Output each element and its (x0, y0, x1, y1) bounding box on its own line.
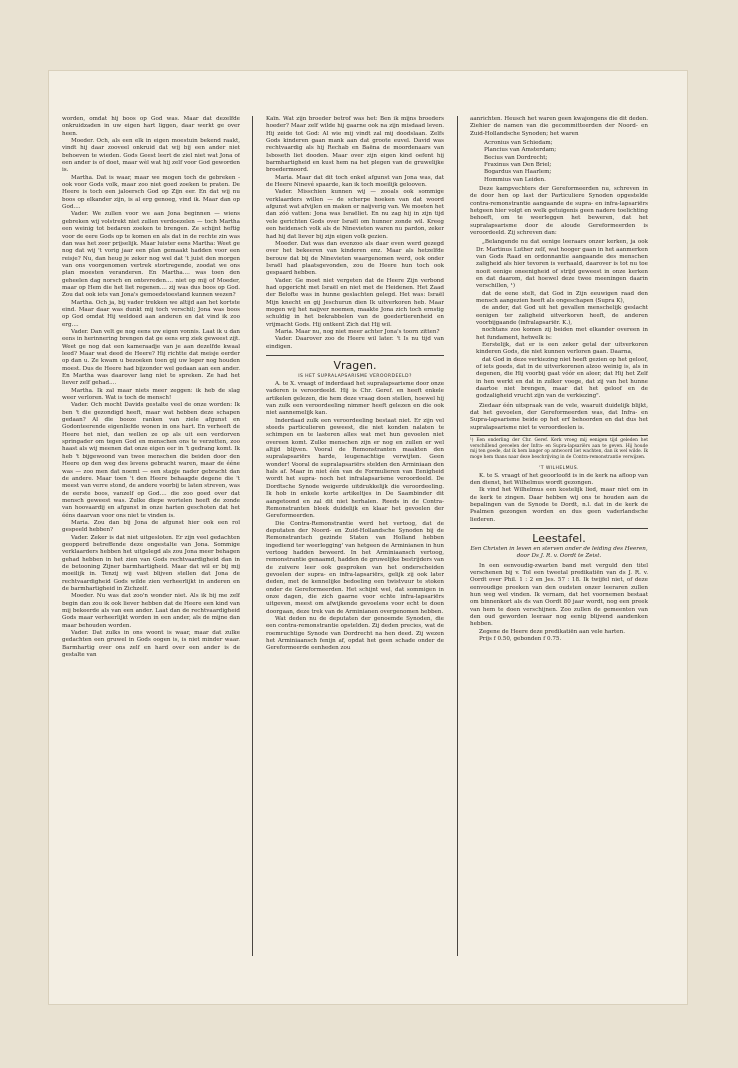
paragraph: Maria. Maar nu, nog niet meer achter Jona's toorn zitten? (275, 328, 440, 335)
paragraph: Wat deden nu de deputaten der genoemde Synoden, die een contra-remonstrantie opstelden. Zij deden precies, wat de roemruchtige Synode van Dordrecht na hen deed. Zij wezen het Arminiaansch fenijn af, opdat het geen schade onder de Gereformeerde eenheden zou (266, 616, 444, 652)
paragraph: Vader. Daarover zoo de Heere wil later. 't Is nu tijd van eindigen. (266, 336, 444, 350)
paragraph: Kaïn. Wat zijn broeder betrof was het: Ben ik mijns broeders hoeder? Maar zelf wilde hij gaarne ook na zijn misdaad leven. Hij zeide tot God: Al wie mij vindt zal mij doodslaan. Zelfs Gods kinderen gaan mank aan dat groote euvel. David was rechtvaardig als hij Rechab en Baëna de moordenaars van Isboseth liet dooden. Maar over zijn eigen kind oefent hij barmhartigheid en kust hem na het plegen van de gruwelijke broedermoord. (266, 116, 444, 174)
paragraph: Moeder. Dat was dan evenzoo als daar even werd gezegd over het bekeeren van kinderen enz. Maar als hetzelfde berouw dat bij de Ninevieten waargenomen werd, ook onder Israël had plaatsgevonden, zou de Heere hun toch ook gespaard hebben. (266, 240, 444, 277)
column-rule (252, 116, 253, 956)
paragraph: A. te X. vraagt of inderdaad het supralapsarisme door onze vaderen is veroordeeld. Hij is Chr. Geref. en heeft enkele artikelen gelezen, die hem deze vraag doen stellen, hoewel hij van zulk een veroordeeling nimmer heeft gelezen en die ook niet aannemelijk kan. (266, 381, 444, 417)
book-byline: Een Christen in leven en sterven onder de leiding des Heeren, door Ds J. R. v. Oordt te Zeist. (470, 545, 648, 560)
quote-paragraph: de ander, dat God uit het gevallen menschelijk geslacht eenigen ter zaligheid uitverkoren heeft, de anderen voorbijgaande (infralapsariër. K.), (476, 305, 648, 326)
paragraph: Vader. Misschien kunnen wij — zooals ook sommige verklaarders willen — de scherpe hoeken van dat woord afgunst wat afvijlen en maken er naijverig van. We moeten het dan zóó vatten: Jona was Israëliet. En nu zag hij in zijn tijd vele gerichten Gods over Israël om hunner zonde wil. Kreeg een heidensch volk als de Ninevieten waren nu pardon, zeker had hij dat liever bij zijn eigen volk gezien. (266, 189, 444, 240)
section-subheading: IS HET SUPRALAPSARISME VEROORDEELD? (298, 374, 412, 379)
footnote: ¹) Een onderling der Chr. Geref. Kerk vroeg mij eenigen tijd geleden het verschillend gevoelen der Infra- en Supra-lapsariërs aan te geven. Hij houde mij ten goede, dat ik hem langer op antwoord liet wachten, dan ik wel wilde. Ik moge hem thans naar deze beschrijving in de Contra-remonstrantie verwijzen. (470, 435, 648, 460)
section-subheading-wilhelmus: 'T WILHELMUS. (539, 465, 579, 471)
name-item: Bogardus van Haarlem; (484, 169, 552, 176)
paragraph: aanrichten. Heusch het waren geen kwajongens die dit deden. Ziehier de namen van die gecommitteerden der Noord- en Zuid-Hollandsche Synoden; het waren (470, 116, 648, 137)
paragraph: Maria. Zou dan bij Jona de afgunst hier ook een rol gespeeld hebben? (62, 519, 240, 534)
name-item: Plancius van Amsterdam; (484, 147, 557, 154)
paragraph: Moeder. Och, als een elk in eigen moestuin bekend raakt, vindt hij daar zooveel onkruid dat wij bij een ander niet behoeven te wieden. Gods Geest leert de ziel niet wat Jona of een ander is of doet, maar wèl wat hij zelf voor God geworden is. (62, 138, 240, 174)
name-item: Hommius van Leiden. (484, 176, 546, 183)
section-heading-leestafel: Leestafel. (470, 528, 648, 545)
name-item: Becius van Dordrecht; (484, 154, 548, 161)
block-quote (476, 239, 648, 401)
paragraph: Vader. Ge moet niet vergeten dat de Heere Zijn verbond had opgericht met Israël en niet met de Heidenen. Het Zaad der Belofte was in hunne geslachten gelegd. Het was: Israël Mijn knecht en gij Jeschurun dien Ik uitverkoren heb. Maar mogen wij het naijver noemen, maakte Jona zich toch ernstig schuldig in het bekrabbelen van de goedertierenheid en vrijmacht Gods. Hij ontkent Zich dat Hij wil. (266, 277, 444, 328)
paragraph: Vader. We zullen voor we aan Jona beginnen — wiens gebreken wij volstrekt niet zullen verdoezelen — toch Martha een weinig tot bedaren zoeken te brengen. Ze schijnt heftig voor de eere Gods op te komen en als dat in de rechte zin was dan was het zeer prijselijk. Maar luister eens Martha: Weet ge nog dat wij 't vorig jaar een plan gemaakt hadden voor een reisje? Nu, dan heug je zeker nog wel dat 't juist den morgen van ons voorgenomen vertrek stortregende, zoodat we ons plan moesten veranderen. En Martha.... was toen den geheelen dag norsch en ontevreden.... niet op mij of Moeder, maar op Hem die het liet regenen.... zij was dus boos op God. Zou dat ook iets van Jona's gemoedstoestand kunnen wezen? (62, 211, 240, 299)
paragraph: In een eenvoudig-zwarten band met verguld den titel verschenen bij v. Tol een tweetal predikatiën van ds J. R. v. Oordt over Phil. 1 : 2 en Jes. 57 : 18. Ik twijfel niet, of deze eenvoudige preeken van den oudsten onzer leeraren zullen hun weg wel vinden. Ik vernam, dat het voornemen bestaat om binnenkort als ds van Oordt 80 jaar wordt, nog een preek van hem te doen verschijnen. Zoo zullen de gemeenten van den oud geworden leeraar nog eenig blijvend aandenken hebben. (470, 562, 648, 628)
paragraph: Inderdaad zulk een veroordeeling bestaat niet. Er zijn vel steeds particulieren geweest, die niet konden nalaten te schimpen en te lasteren alles wat met hun gevoelen niet overeen komt. Zulke menschen zijn er nog en zullen er wel altijd blijven. Vooral de Remonstranten maakten den supralapsariërs harde, leugenachtige verwijten. Geen wonder! Vooral de supralapsariërs stelden den Arminiaan den hals af. Maar in niet één van de Formulieren van Eenigheid wordt het supra- noch het infralapsarisme veroordeeld. De Dordtsche Synode weigerde uitdrukkelijk die veroordeeling. Ik hob in enkele korte artikeltjes in De Saambinder dit aangetoond en zal dit niet herhalen. Reeds in de Contra-Remonstranten bleek duidelijk en klaar het gevoelen der Gereformeerden. (266, 417, 444, 520)
name-item: Acronius van Schiedam; (484, 140, 553, 147)
quote-paragraph: dat de eene stelt, dat God in Zijn eeuwigen raad den mensch aangezien heeft als ongeschapen (Supra K), (476, 290, 648, 304)
column-rule (457, 116, 458, 956)
paragraph: Vader. Dat zulks in ons woont is waar, maar dat zulke gedachten een gruwel in Gods oogen is, is niet minder waar. Barmhartig over ons zelf en hard over een ander is de gestalte van (62, 630, 240, 659)
paragraph: Vader. Zeker is dat niet uitgesloten. Er zijn veel gedachten geopperd betreffende deze ongestalte van Jona. Sommige verklaarders hebben het uitgelegd als zou Jona meer behagen gehad hebben in het zien van Gods rechtvaardigheid dan in de betooning Zijner barmhartigheid. Maar dat wil er bij mij moeilijk in. Tenzij wij vast blijven stellen dat Jona de rechtvaardigheid Gods wilde zien verheerlijkt in anderen en de barmhartigheid in Zichzelf. (62, 534, 240, 592)
section-heading-vragen: Vragen. (266, 355, 444, 372)
paragraph: Zegene de Heere deze predikatiën aan vele harten. (479, 628, 625, 635)
paragraph: Vader. Dan velt ge nog eens uw eigen vonnis. Laat ik u dan eens in herinnering brengen dat ge eens erg ziek geweest zijt. Weet ge nog dat een kameraadje van je aan dezelfde kwaal leed? Maar wat deed de Heere? Hij richtte dat meisje eerder op dan u. Ze kwam u bezoeken toen gij uw leger nog houden moest. Dus de Heere had bijzonder wel gedaan aan een ander. En Martha was daarover lang niet te spreken. Ze had het liever zelf gehad.... (62, 328, 240, 387)
paragraph: Vader. Och mocht Davids gestalte veel de onze worden: Ik ben 't die gezondigd heeft, maar wat hebben deze schapen gedaan? Al die booze ranken van ziele afgunst en Godonteerende eigenliefde wonen in ons hart. En verheeft de Heere het niet, dan wellen ze op als uit een verdorven springader om tegen God en menschen ons te verzetten, zoo haast als wij meenen dat onze eigen eer in 't gedrang komt. Ik heb 't bijgewoond van twee menschen die beiden door den Heere op den weg des levens gebracht waren, maar de ééne was — zoo men dat noemt — een stapje nader gebracht dan de andere. Maar toen 't den Heere behaagde degene die 't meest van verre stond, de andere voorbij te laten streven, was de eerste boos, vanzelf op God.... die zoo goed over dat mensch geweest was. Zulke diepe wortelen heeft de zonde van hoovaardij en afgunst in onze harten geschoten dat het ééns daarvan voor ons niet te vinden is. (62, 402, 240, 519)
quote-paragraph: „Belangende nu dat eenige leeraars onzer kerken, ja ook Dr. Martinus Luther zelf, wat hooger gaan in het aanmerken van Gods Raad en ordonnantie aangaande des menschen zaligheid als hier tevoren is verhaald, daarover is tot nu toe nooit eenige oneenigheid of strijd geweest in onze kerken en dat daarom, dat hoewel deze twee meeningen daarin verschillen, ¹) (476, 239, 648, 290)
column-right (470, 116, 648, 996)
paragraph: Moeder. Nu was dat zoo'n wonder niet. Als ik bij me zelf begin dan zou ik ook liever hebben dat de Heere een kind van mij bekeerde als van een ander. Laat dan de rechtvaardigheid Gods maar verheerlijkt worden in een ander, als de mijne dan maar behouden worden. (62, 593, 240, 629)
paragraph: K. te S. vraagt of het geoorloofd is in de kerk na afloop van den dienst, het Wilhelmus wordt gezongen. (470, 472, 648, 486)
paragraph: Die Contra-Remonstrantie werd het vertoog, dat de deputaten der Noord- en Zuid-Hollandsche Synoden bij de Remonstrantsch gezinde Staten van Holland hebben ingediend ter weerlegging' van hetgeen de Arminianen in hun vertoog hadden beweerd. In het Arminiaansch vertoog, remonstrantie genaamd, hadden de gruwelijke bestrijders van de zuivere leer ook gesproken van het onderscheiden gevoelen der supra- en infra-lapsariërs, gelijk zij ook later deden, met de kennelijke bedoeling een twistvuur te stoken onder de Gereformeerden. Het schijnt wel, dat sommigen in onze dagen, die zich gaarne voor echte infra-lapsariërs uitgeven, meest om afwijkende gevoelens voor echt te doen doorgaan, deze trek van de Arminianen overgenomen hebben. (266, 520, 444, 615)
paragraph: worden, omdat hij boos op God was. Maar dat dezelfde onkruidzaden in uw eigen hart liggen, daar werkt ge over heen. (62, 116, 240, 137)
quote-paragraph: dat God in deze verkiezing niet heeft gezien op het geloof, of iets goeds, dat in de uitverkorenen alzoo weinig is, als in degenen, die Hij voorbij gaat vóór en aleer, dat Hij het Zelf in hen werkt en dat in zulker voege, dat zij van het hunne daartoe niet brengen, maar dat het geloof en de godzaligheid vrucht zijn van de verkiezing". (476, 356, 648, 400)
paragraph: Martha. Och ja, bij vader trekken we altijd aan het kortste eind. Maar daar was dunkt mij toch verschil; Jona was boos op God omdat Hij weldoed aan anderen en dat vind ik zoo erg.... (62, 299, 240, 328)
paragraph: Ik vind het Wilhelmus een kostelijk lied, maar niet om in de kerk te zingen. Daar hebben wij ons te houden aan de bepalingen van de Synode te Dordt, n.l. dat in de kerk de Psalmen gezongen worden en dus geen vaderlandsche liederen. (470, 487, 648, 523)
paragraph: Deze kampvechters der Gereformeerden nu, schreven in de door hen op last der Particuliere Synoden opgestelde contra-remonstrantie aangaande de supra- en infra-lapsariërs hetgeen hier volgt en welk getuigenis geen nadere toelichting behoeft, om te weerleggen het beweren, dat het supralapsarisme door de aloude Gereformeerden is veroordeeld. Zij schreven dan: (470, 185, 648, 236)
paragraph: Martha. Dat is waar, maar we mogen toch de gebreken - ook voor Gods volk, maar zoo niet goed zoeken te praten. De Heere is toch een jaloersch God op Zijn eer. En dat wij nu boos op elkander zijn, is al erg genoeg, vind ik. Maar dan op God.... (62, 174, 240, 211)
newspaper-page (48, 70, 688, 1005)
quote-paragraph: Eerstelijk, dat er is een zeker getal der uitverkoren kinderen Gods, die niet kunnen verloren gaan. Daarna, (476, 342, 648, 356)
paragraph: Prijs f 0.50, gebonden f 0.75. (479, 636, 562, 643)
name-item: Fraxinus van Den Briel; (484, 161, 552, 168)
paragraph: Ziedaar één uitspraak van de vele, waaruit duidelijk blijkt, dat het gevoelen, der Gereformeerden was, dat Infra- en Supra-lapsarisme beide op het erf behoorden en dat dus het supralapsarisme niet te veroordeelen is. (470, 402, 648, 431)
quote-paragraph: nochtans zoo komen zij beiden met elkander overeen in het fundament, hetwelk is: (476, 327, 648, 341)
column-middle (266, 116, 444, 996)
column-left (62, 116, 240, 996)
paragraph: Martha. Ik zal maar niets meer zeggen: ik heb de slag weer verloren. Wat is toch de mensch! (62, 387, 240, 402)
name-list (470, 140, 648, 184)
paragraph: Maria. Maar dat dit toch enkel afgunst van Jona was, dat de Heere Ninevé spaarde, kan ik toch moeilijk gelooven. (266, 174, 444, 189)
